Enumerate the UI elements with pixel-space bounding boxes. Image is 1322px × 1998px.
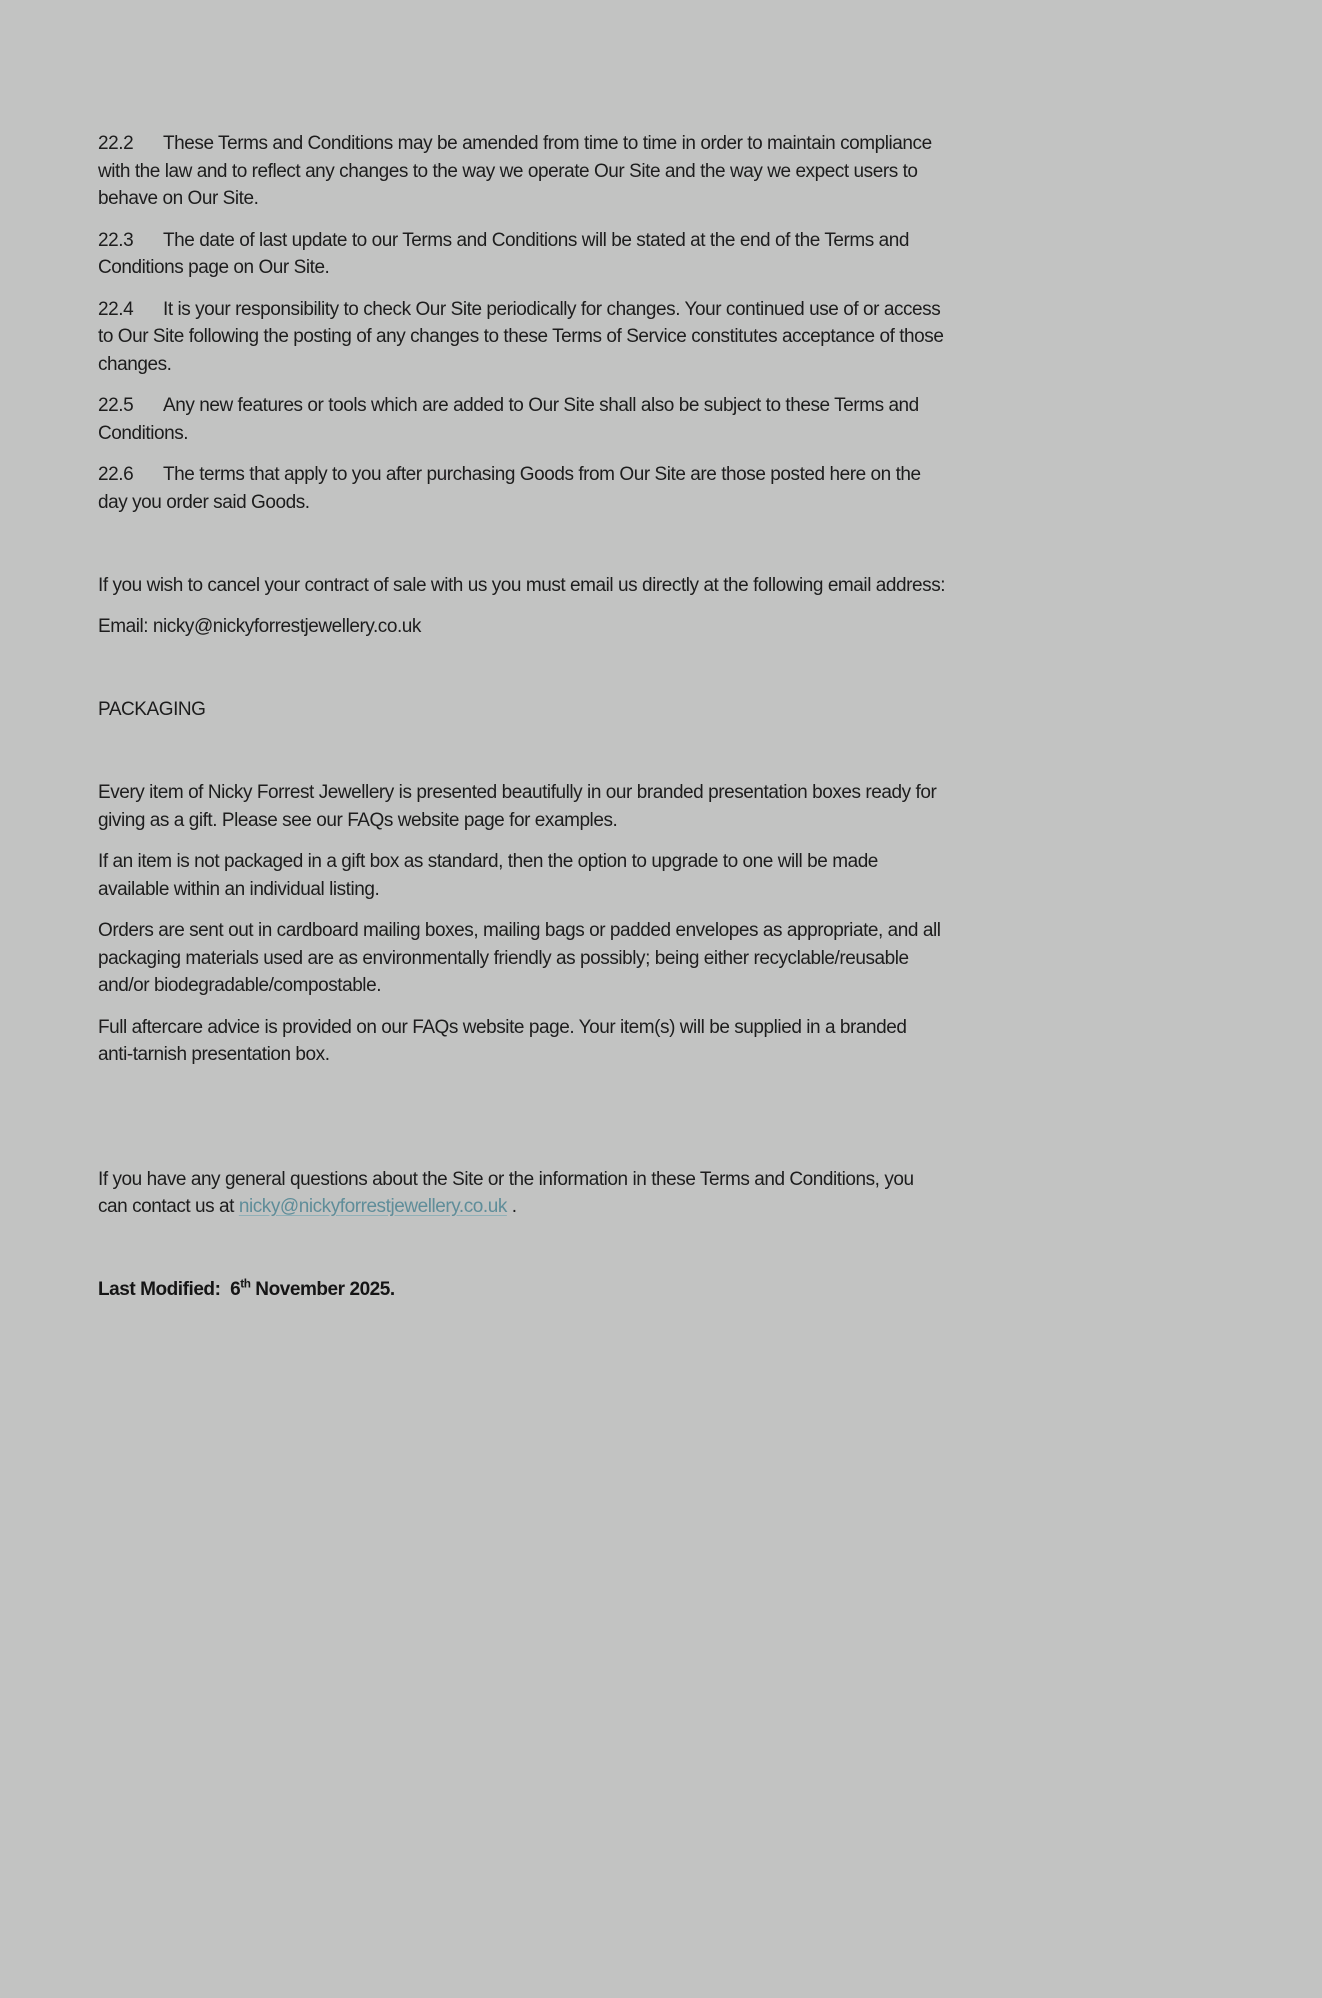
contact-email-link[interactable]: nicky@nickyforrestjewellery.co.uk xyxy=(238,1196,507,1217)
clause-22-6-number: 22.6 xyxy=(98,464,134,485)
clause-22-2-text: These Terms and Conditions may be amended from time to time in order to maintain compliance with the law and to reflect any changes to the way we operate Our Site and the way we expect users to behave on Our Site. xyxy=(98,133,932,209)
clause-22-5-number: 22.5 xyxy=(98,395,134,416)
last-modified-label: Last Modified: 6 xyxy=(98,1279,241,1300)
contact-text-after-link: . xyxy=(506,1196,517,1217)
contact-text-before-link: If you have any general questions about the Site or the information in these Terms and Conditions, you can contact us at xyxy=(98,1168,914,1217)
cancellation-intro: If you wish to cancel your contract of sale with us you must email us directly at the following email address: xyxy=(98,574,946,596)
blank-line xyxy=(98,1235,946,1263)
packaging-paragraph-3: Orders are sent out in cardboard mailing boxes, mailing bags or padded envelopes as appropriate, and all packaging materials used are as environmentally friendly as possibly; being either recyclable/reusable and/or biodegradable/compostable. xyxy=(98,920,941,996)
clause-22-6-text: The terms that apply to you after purchasing Goods from Our Site are those posted here on the day you order said Goods. xyxy=(98,464,921,513)
clause-22-6 xyxy=(98,461,946,516)
clause-22-3-number: 22.3 xyxy=(98,229,134,251)
blank-line xyxy=(98,1124,946,1152)
packaging-heading: PACKAGING xyxy=(98,699,206,720)
blank-line xyxy=(98,738,946,766)
contact-paragraph xyxy=(98,1166,946,1221)
last-modified-ordinal-suffix: th xyxy=(240,1277,251,1291)
clause-22-4-text: It is your responsibility to check Our Site periodically for changes. Your continued use of or access to Our Site following the posting of any changes to these Terms of Service constitutes acceptance of those changes. xyxy=(98,298,944,375)
packaging-paragraph-4: Full aftercare advice is provided on our FAQs website page. Your item(s) will be supplied in a branded anti-tarnish presentation box. xyxy=(98,1016,907,1065)
terms-content xyxy=(0,0,946,1304)
blank-line xyxy=(98,655,946,683)
clause-22-3-text: The date of last update to our Terms and Conditions will be stated at the end of the Terms and Conditions page on Our Site. xyxy=(98,229,909,278)
clause-22-4 xyxy=(98,296,946,379)
clause-22-3 xyxy=(98,227,946,282)
clause-22-5 xyxy=(98,392,946,447)
last-modified-date-rest: November 2025. xyxy=(250,1279,395,1300)
packaging-paragraph-2: If an item is not packaged in a gift box as standard, then the option to upgrade to one will be made available within an individual listing. xyxy=(98,851,878,900)
blank-line xyxy=(98,1083,946,1111)
cancellation-email-line: Email: nicky@nickyforrestjewellery.co.uk xyxy=(98,616,421,637)
packaging-paragraph-1: Every item of Nicky Forrest Jewellery is presented beautifully in our branded presentation boxes ready for giving as a gift. Please see our FAQs website page for examples. xyxy=(98,782,937,831)
clause-22-4-number: 22.4 xyxy=(98,298,134,320)
clause-22-5-text: Any new features or tools which are added to Our Site shall also be subject to these Terms and Conditions. xyxy=(98,395,919,444)
clause-22-2-number: 22.2 xyxy=(98,133,134,154)
blank-line xyxy=(98,530,946,558)
last-modified-line xyxy=(98,1276,946,1304)
clause-22-2 xyxy=(98,130,946,213)
